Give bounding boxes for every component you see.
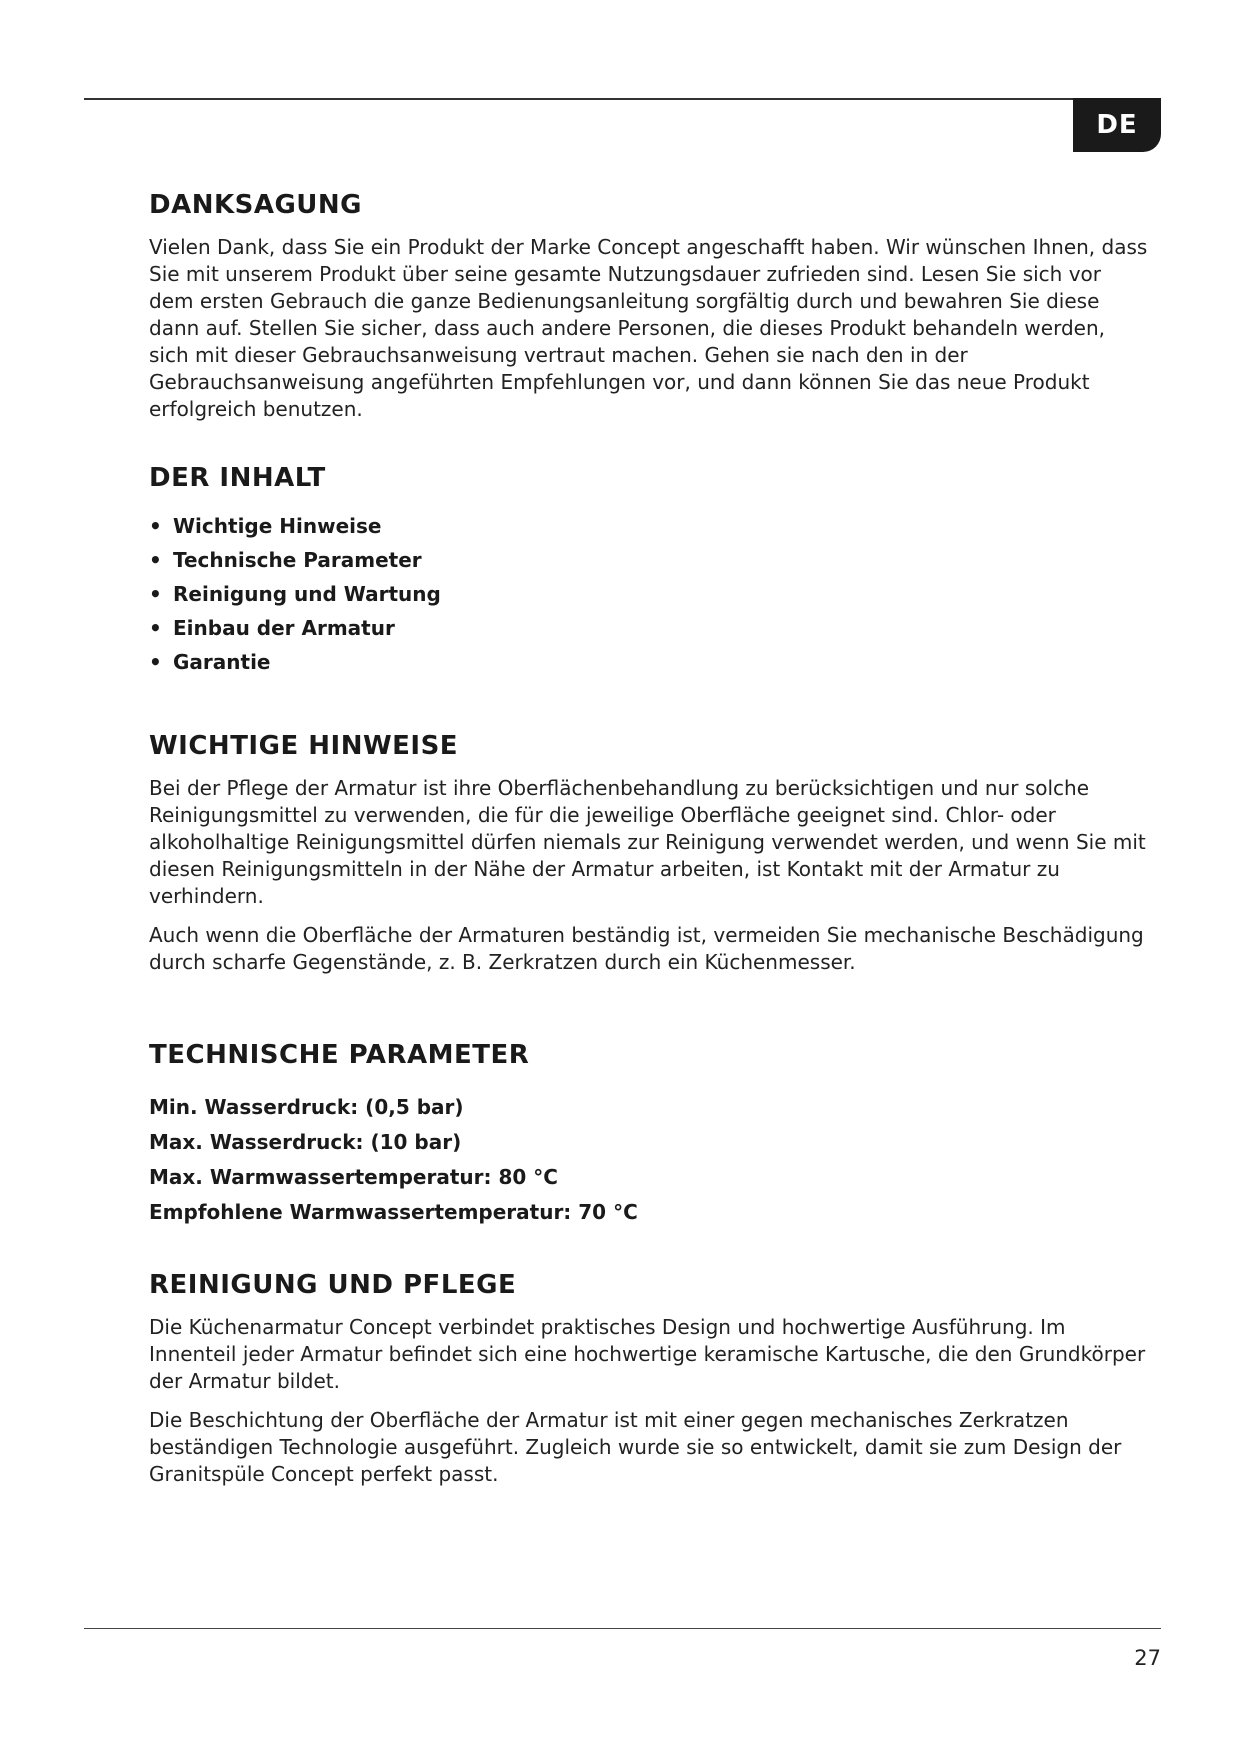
parameter-item: Min. Wasserdruck: (0,5 bar) bbox=[149, 1095, 464, 1119]
parameter-item: Empfohlene Warmwassertemperatur: 70 °C bbox=[149, 1200, 638, 1224]
section-title: TECHNISCHE PARAMETER bbox=[149, 1040, 530, 1070]
section-danksagung bbox=[149, 188, 1149, 423]
page-content bbox=[149, 188, 1149, 1488]
paragraph: Die Küchenarmatur Concept verbindet praktisches Design und hochwertige Ausführung. Im Innenteil jeder Armatur befindet sich eine hochwertige keramische Kartusche, die den Grundkörper der Armatur bildet. bbox=[149, 1315, 1146, 1393]
language-tab: DE bbox=[1073, 98, 1161, 152]
paragraph: Auch wenn die Oberfläche der Armaturen beständig ist, vermeiden Sie mechanische Beschädigung durch scharfe Gegenstände, z. B. Zerkratzen durch ein Küchenmesser. bbox=[149, 923, 1144, 974]
section-title: REINIGUNG UND PFLEGE bbox=[149, 1270, 517, 1300]
list-item: • Wichtige Hinweise bbox=[149, 514, 382, 538]
list-item: • Technische Parameter bbox=[149, 548, 422, 572]
list-item: • Reinigung und Wartung bbox=[149, 582, 441, 606]
page-number: 27 bbox=[1134, 1646, 1161, 1670]
section-title: DANKSAGUNG bbox=[149, 190, 363, 220]
parameter-item: Max. Warmwassertemperatur: 80 °C bbox=[149, 1165, 558, 1189]
contents-list bbox=[149, 509, 1149, 679]
paragraph: Bei der Pflege der Armatur ist ihre Oberflächenbehandlung zu berücksichtigen und nur solche Reinigungsmittel zu verwenden, die für die jeweilige Oberfläche geeignet sind. Chlor- oder alkoholhaltige Reinigungsmittel dürfen niemals zur Reinigung verwendet werden, und wenn Sie mit diesen Reinigungsmitteln in der Nähe der Armatur arbeiten, ist Kontakt mit der Armatur zu verhindern. bbox=[149, 776, 1146, 908]
parameter-list bbox=[149, 1090, 1149, 1230]
section-inhalt bbox=[149, 461, 1149, 679]
section-hinweise bbox=[149, 729, 1149, 976]
list-item: • Garantie bbox=[149, 650, 271, 674]
section-title: DER INHALT bbox=[149, 463, 326, 493]
section-reinigung bbox=[149, 1268, 1149, 1488]
parameter-item: Max. Wasserdruck: (10 bar) bbox=[149, 1130, 462, 1154]
section-parameter bbox=[149, 1038, 1149, 1230]
list-item: • Einbau der Armatur bbox=[149, 616, 395, 640]
paragraph: Vielen Dank, dass Sie ein Produkt der Marke Concept angeschafft haben. Wir wünschen Ihnen, dass Sie mit unserem Produkt über seine gesamte Nutzungsdauer zufrieden sind. Lesen Sie sich vor dem ersten Gebrauch die ganze Bedienungsanleitung sorgfältig durch und bewahren Sie diese dann auf. Stellen Sie sicher, dass auch andere Personen, die dieses Produkt behandeln werden, sich mit dieser Gebrauchsanweisung vertraut machen. Gehen sie nach den in der Gebrauchsanweisung angeführten Empfehlungen vor, und dann können Sie das neue Produkt erfolgreich benutzen. bbox=[149, 235, 1148, 421]
paragraph: Die Beschichtung der Oberfläche der Armatur ist mit einer gegen mechanisches Zerkratzen beständigen Technologie ausgeführt. Zugleich wurde sie so entwickelt, damit sie zum Design der Granitspüle Concept perfekt passt. bbox=[149, 1408, 1122, 1486]
footer-rule bbox=[84, 1628, 1161, 1629]
header-rule bbox=[84, 98, 1161, 100]
section-title: WICHTIGE HINWEISE bbox=[149, 731, 459, 761]
